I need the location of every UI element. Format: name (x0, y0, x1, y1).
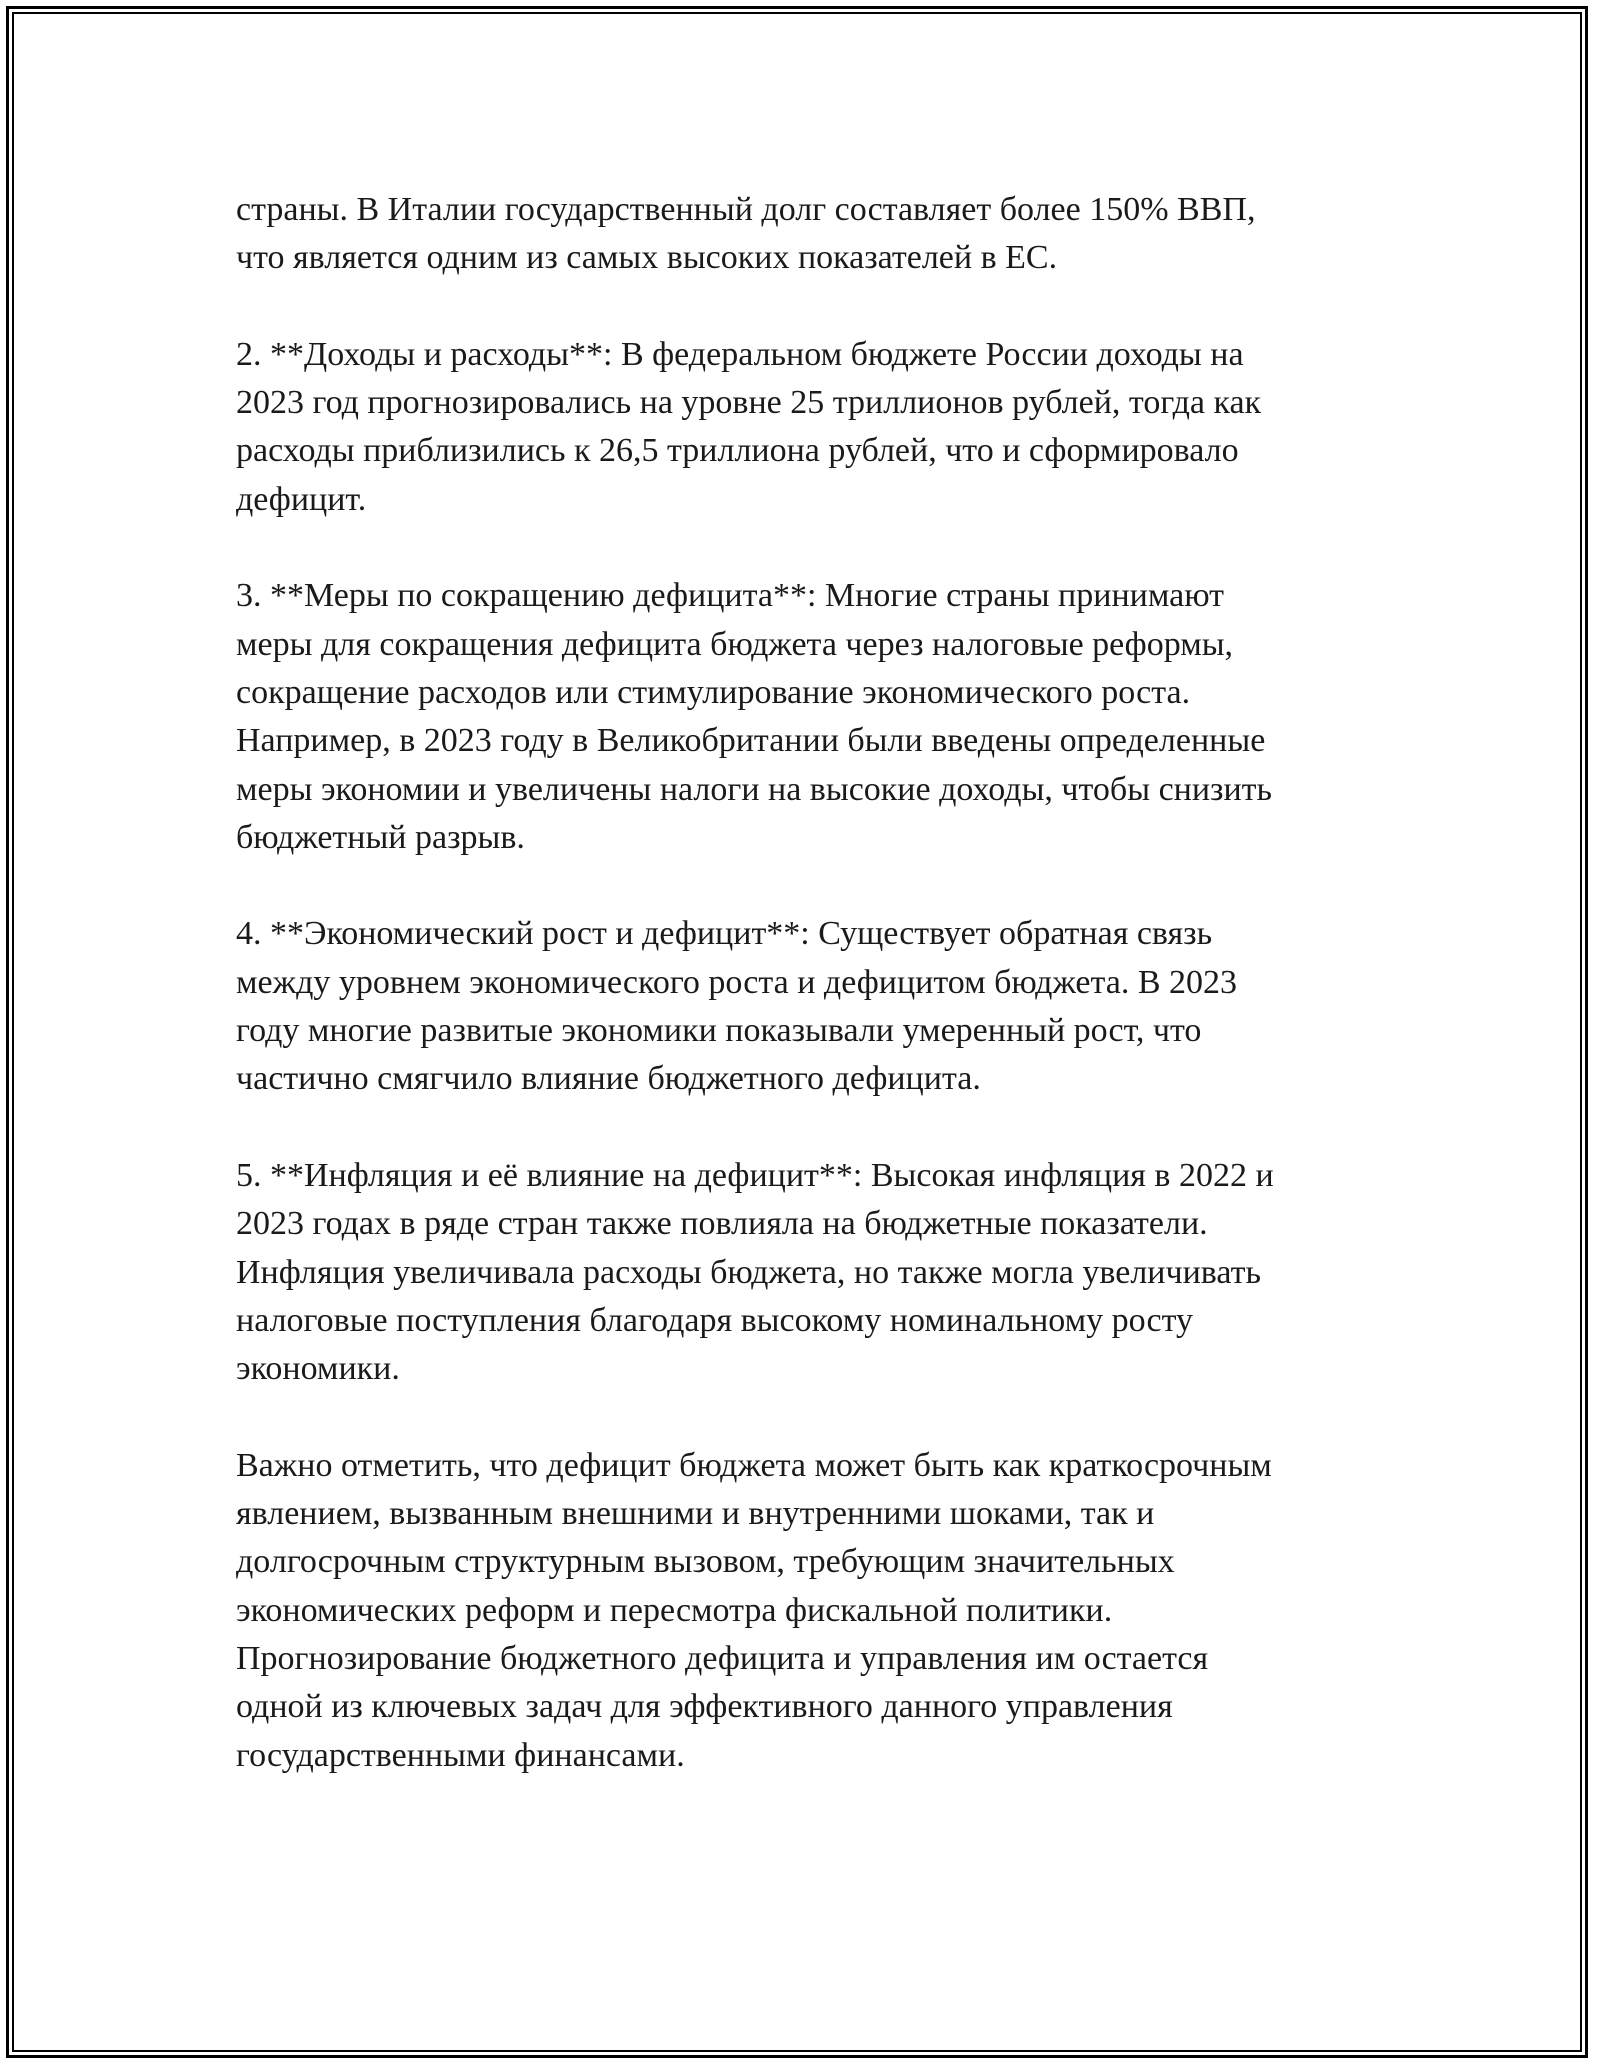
text-line: экономики. (236, 1350, 400, 1388)
text-line: расходы приблизились к 26,5 триллиона рублей, что и сформировало (236, 432, 1239, 470)
text-line: дефицит. (236, 480, 367, 518)
paragraph-item-2 (236, 331, 1386, 524)
text-line: Прогнозирование бюджетного дефицита и управления им остается (236, 1639, 1209, 1677)
text-line: 4. **Экономический рост и дефицит**: Существует обратная связь (236, 915, 1213, 953)
paragraph-item-4 (236, 910, 1386, 1103)
text-line: 3. **Меры по сокращению дефицита**: Многие страны принимают (236, 577, 1225, 615)
paragraph-intro-continuation (236, 186, 1386, 283)
text-line: что является одним из самых высоких показателей в ЕС. (236, 239, 1058, 277)
paragraph-item-3 (236, 572, 1386, 862)
paragraph-item-5 (236, 1152, 1386, 1393)
text-line: частично смягчило влияние бюджетного дефицита. (236, 1060, 981, 1098)
text-line: явлением, вызванным внешними и внутренними шоками, так и (236, 1495, 1155, 1533)
text-line: Например, в 2023 году в Великобритании были введены определенные (236, 722, 1266, 760)
text-line: 2023 годах в ряде стран также повлияла на бюджетные показатели. (236, 1205, 1208, 1243)
text-line: меры для сокращения дефицита бюджета через налоговые реформы, (236, 625, 1234, 663)
text-line: бюджетный разрыв. (236, 818, 525, 856)
text-line: сокращение расходов или стимулирование экономического роста. (236, 673, 1191, 711)
text-line: экономических реформ и пересмотра фискальной политики. (236, 1591, 1113, 1629)
text-line: 5. **Инфляция и её влияние на дефицит**: Высокая инфляция в 2022 и (236, 1156, 1274, 1194)
text-line: одной из ключевых задач для эффективного данного управления (236, 1688, 1173, 1726)
text-line: страны. В Италии государственный долг составляет более 150% ВВП, (236, 191, 1256, 228)
text-line: Важно отметить, что дефицит бюджета может быть как краткосрочным (236, 1446, 1272, 1484)
document-body (236, 186, 1386, 1828)
text-line: между уровнем экономического роста и дефицитом бюджета. В 2023 (236, 963, 1238, 1001)
text-line: долгосрочным структурным вызовом, требующим значительных (236, 1543, 1175, 1581)
text-line: меры экономии и увеличены налоги на высокие доходы, чтобы снизить (236, 770, 1273, 808)
text-line: налоговые поступления благодаря высокому номинальному росту (236, 1301, 1193, 1339)
text-line: 2. **Доходы и расходы**: В федеральном бюджете России доходы на (236, 335, 1244, 373)
text-line: году многие развитые экономики показывали умеренный рост, что (236, 1012, 1202, 1050)
paragraph-conclusion (236, 1442, 1386, 1780)
text-line: Инфляция увеличивала расходы бюджета, но также могла увеличивать (236, 1253, 1261, 1291)
text-line: 2023 год прогнозировались на уровне 25 триллионов рублей, тогда как (236, 384, 1262, 422)
text-line: государственными финансами. (236, 1736, 685, 1774)
